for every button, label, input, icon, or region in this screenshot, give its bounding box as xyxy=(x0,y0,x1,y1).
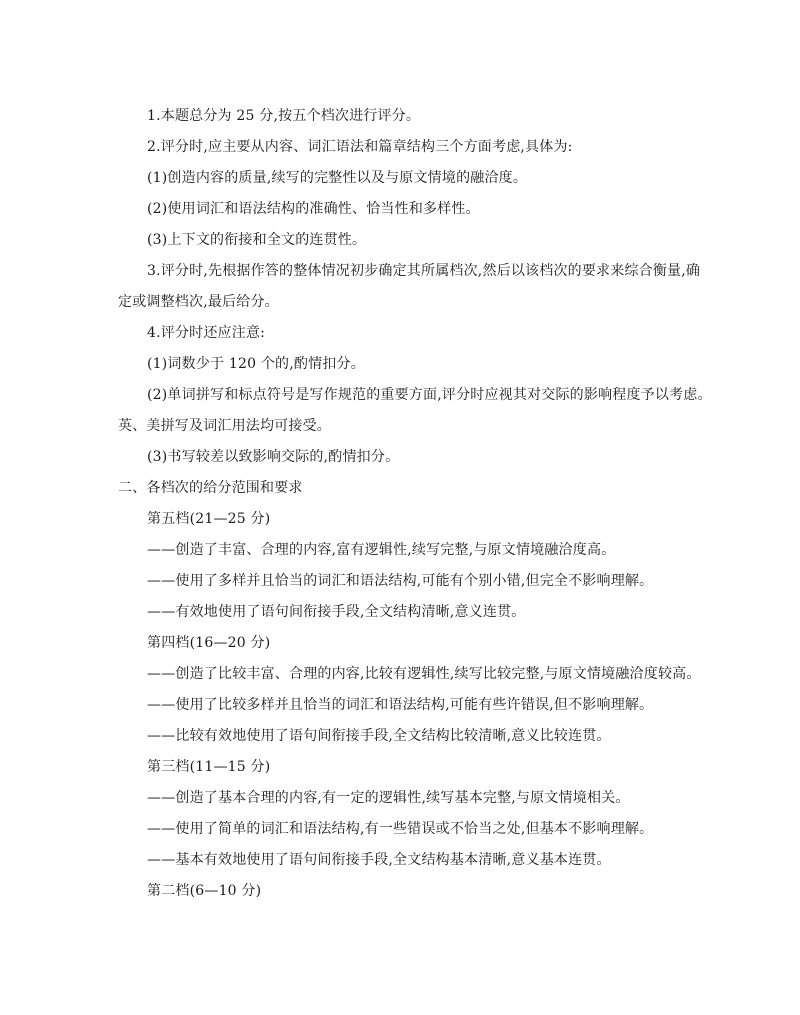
grade-4-criterion-1: ——创造了比较丰富、合理的内容,比较有逻辑性,续写比较完整,与原文情境融洽度较高。 xyxy=(147,666,701,682)
grade-5-criterion-2: ——使用了多样并且恰当的词汇和语法结构,可能有个别小错,但完全不影响理解。 xyxy=(147,573,654,589)
scoring-rule-2-item-1: (1)创造内容的质量,续写的完整性以及与原文情境的融洽度。 xyxy=(147,170,528,186)
scoring-rule-4-item-2: (2)单词拼写和标点符号是写作规范的重要方面,评分时应视其对交际的影响程度予以考虑。 xyxy=(147,387,712,403)
grade-3-criterion-1: ——创造了基本合理的内容,有一定的逻辑性,续写基本完整,与原文情境相关。 xyxy=(147,790,630,806)
grade-4-heading: 第四档(16—20 分) xyxy=(147,635,271,651)
grade-5-criterion-1: ——创造了丰富、合理的内容,富有逻辑性,续写完整,与原文情境融洽度高。 xyxy=(147,542,616,558)
grade-4-criterion-2: ——使用了比较多样并且恰当的词汇和语法结构,可能有些许错误,但不影响理解。 xyxy=(147,697,654,713)
scoring-rule-2-item-3: (3)上下文的衔接和全文的连贯性。 xyxy=(147,232,367,248)
grade-5-criterion-3: ——有效地使用了语句间衔接手段,全文结构清晰,意义连贯。 xyxy=(147,604,526,620)
grade-2-heading: 第二档(6—10 分) xyxy=(147,883,262,899)
scoring-rule-4-item-2-cont: 英、美拼写及词汇用法均可接受。 xyxy=(118,418,331,434)
scoring-rule-4-item-1: (1)词数少于 120 个的,酌情扣分。 xyxy=(147,356,365,372)
grade-3-heading: 第三档(11—15 分) xyxy=(147,759,271,775)
scoring-rule-3-cont: 定或调整档次,最后给分。 xyxy=(118,294,279,310)
scoring-rule-4: 4.评分时还应注意: xyxy=(147,325,266,341)
section-heading: 二、各档次的给分范围和要求 xyxy=(118,480,303,496)
grade-4-criterion-3: ——比较有效地使用了语句间衔接手段,全文结构比较清晰,意义比较连贯。 xyxy=(147,728,611,744)
scoring-rule-2: 2.评分时,应主要从内容、词汇语法和篇章结构三个方面考虑,具体为: xyxy=(147,139,573,155)
grade-3-criterion-2: ——使用了简单的词汇和语法结构,有一些错误或不恰当之处,但基本不影响理解。 xyxy=(147,821,654,837)
scoring-rule-4-item-3: (3)书写较差以致影响交际的,酌情扣分。 xyxy=(147,449,400,465)
scoring-rule-2-item-2: (2)使用词汇和语法结构的准确性、恰当性和多样性。 xyxy=(147,201,480,217)
grade-3-criterion-3: ——基本有效地使用了语句间衔接手段,全文结构基本清晰,意义基本连贯。 xyxy=(147,852,611,868)
scoring-rule-1: 1.本题总分为 25 分,按五个档次进行评分。 xyxy=(147,108,421,124)
grade-5-heading: 第五档(21—25 分) xyxy=(147,511,271,527)
scoring-rule-3: 3.评分时,先根据作答的整体情况初步确定其所属档次,然后以该档次的要求来综合衡量,确 xyxy=(147,263,701,279)
